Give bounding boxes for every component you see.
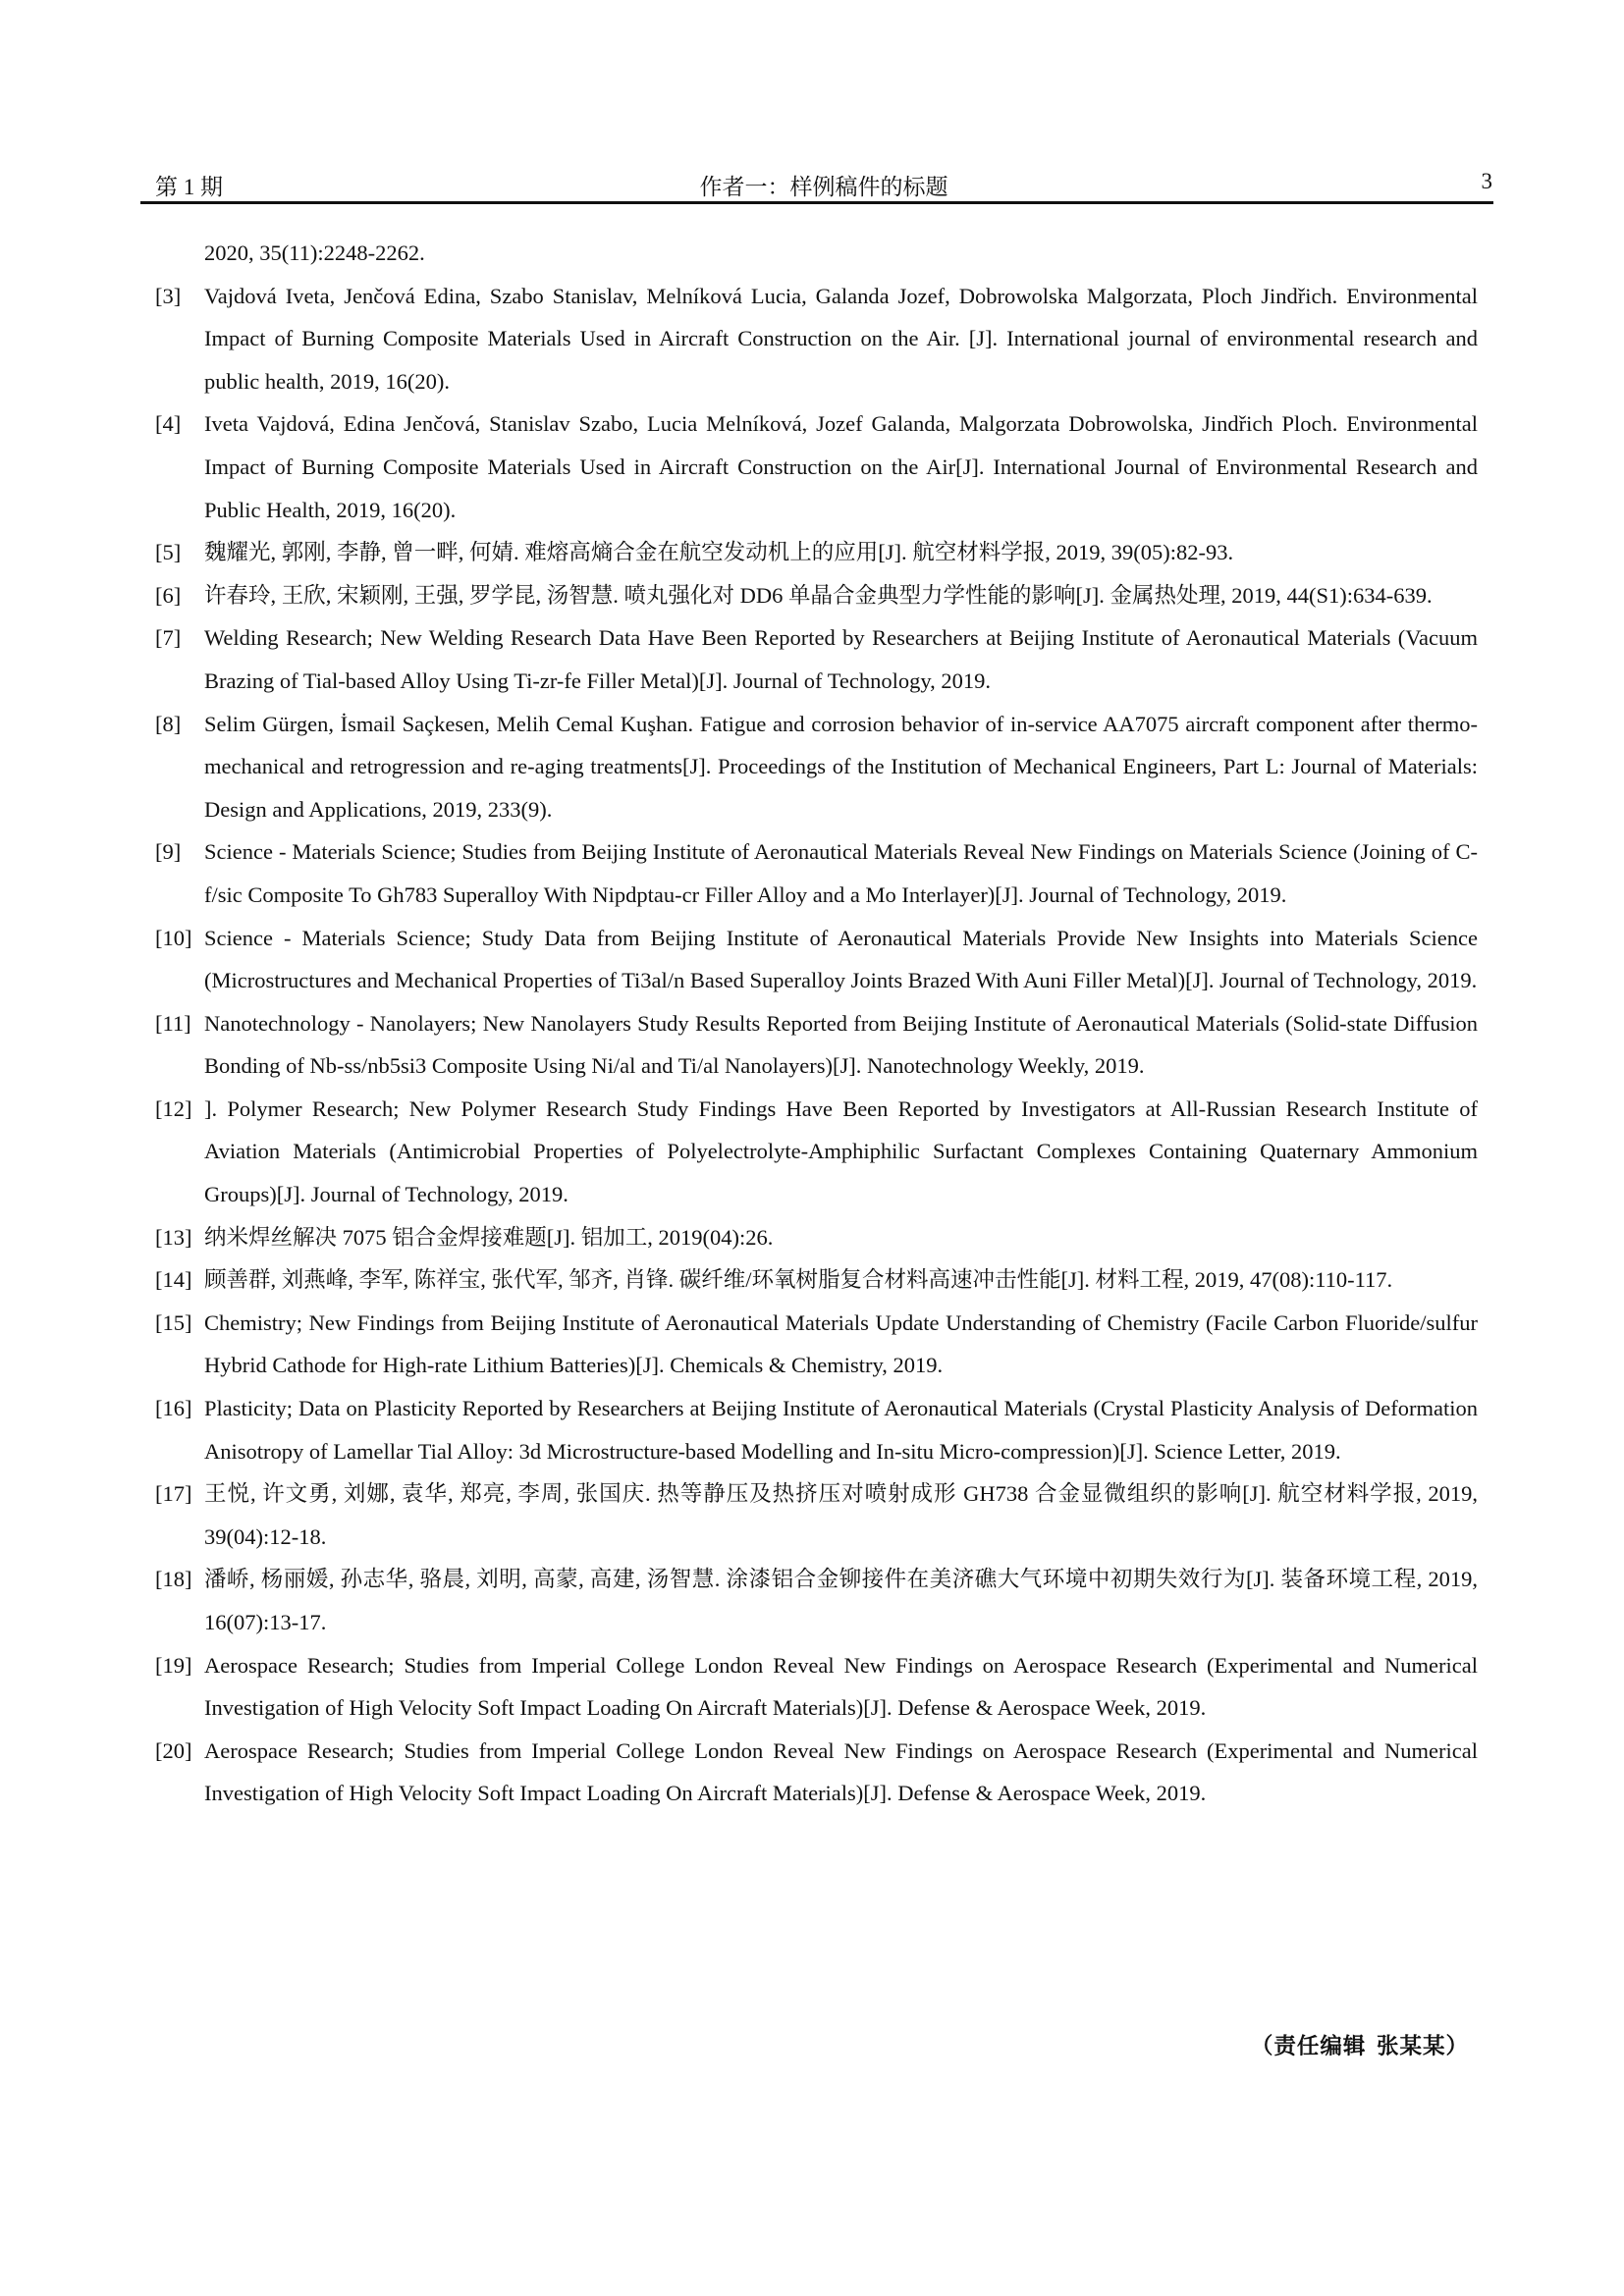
reference-item	[155, 1644, 1478, 1730]
header-issue: 第 1 期	[155, 175, 223, 199]
reference-item	[155, 1730, 1478, 1815]
reference-number: [13]	[155, 1224, 192, 1250]
reference-item	[155, 1258, 1478, 1302]
editor-name: 张某某）	[1376, 2034, 1469, 2058]
reference-text: Nanotechnology - Nanolayers; New Nanolayers Study Results Reported from Beijing Institute of Aeronautical Materials (Solid-state Diffusion Bonding of Nb-ss/nb5si3 Composite Using Ni/al and Ti/al Nanolayers)[J]. Nanotechnology Weekly, 2019.	[204, 1010, 1478, 1079]
reference-number: [18]	[155, 1567, 192, 1592]
reference-item	[155, 830, 1478, 916]
reference-text: Aerospace Research; Studies from Imperial College London Reveal New Findings on Aerospace Research (Experimental and Numerical Investigation of High Velocity Soft Impact Loading On Aircraft Materials)[J]. Defense & Aerospace Week, 2019.	[204, 1652, 1478, 1721]
reference-item	[155, 703, 1478, 831]
reference-number: [15]	[155, 1309, 192, 1335]
reference-number: [12]	[155, 1095, 192, 1121]
responsible-editor	[1247, 2029, 1469, 2060]
reference-text: 王悦, 许文勇, 刘娜, 袁华, 郑亮, 李周, 张国庆. 热等静压及热挤压对喷射成形 GH738 合金显微组织的影响[J]. 航空材料学报, 2019, 39(04):12-18.	[204, 1481, 1478, 1549]
reference-item	[155, 1302, 1478, 1387]
reference-number: [8]	[155, 711, 182, 736]
reference-list	[155, 232, 1478, 1815]
reference-item	[155, 1088, 1478, 1216]
reference-item	[155, 402, 1478, 531]
reference-item	[155, 574, 1478, 617]
reference-number: [11]	[155, 1010, 191, 1036]
reference-text: Aerospace Research; Studies from Imperial College London Reveal New Findings on Aerospace Research (Experimental and Numerical Investigation of High Velocity Soft Impact Loading On Aircraft Materials)[J]. Defense & Aerospace Week, 2019.	[204, 1737, 1478, 1806]
editor-label: （责任编辑	[1250, 2034, 1367, 2058]
reference-text: Science - Materials Science; Study Data from Beijing Institute of Aeronautical Materials Provide New Insights into Materials Science (Microstructures and Mechanical Properties of Ti3al/n Based Superalloy Joints Brazed With Auni Filler Metal)[J]. Journal of Technology, 2019.	[204, 925, 1478, 993]
reference-number: [7]	[155, 625, 182, 651]
reference-item	[155, 275, 1478, 403]
reference-number: [5]	[155, 540, 182, 565]
reference-text: Iveta Vajdová, Edina Jenčová, Stanislav Szabo, Lucia Melníková, Jozef Galanda, Malgorzata Dobrowolska, Jindřich Ploch. Environmental Impact of Burning Composite Materials Used in Aircraft Construction on the Air[J]. International Journal of Environmental Research and Public Health, 2019, 16(20).	[204, 411, 1478, 522]
reference-number: [19]	[155, 1652, 192, 1678]
reference-item	[155, 1472, 1478, 1558]
reference-number: [9]	[155, 839, 182, 865]
reference-text: 许春玲, 王欣, 宋颖刚, 王强, 罗学昆, 汤智慧. 喷丸强化对 DD6 单晶合金典型力学性能的影响[J]. 金属热处理, 2019, 44(S1):634-639.	[204, 582, 1433, 608]
reference-number: [4]	[155, 411, 182, 437]
reference-number: [10]	[155, 925, 192, 950]
reference-number: [17]	[155, 1481, 192, 1507]
reference-number: [3]	[155, 283, 182, 308]
header-title: 作者一：样例稿件的标题	[699, 175, 948, 199]
reference-number: [20]	[155, 1737, 192, 1763]
reference-item	[155, 917, 1478, 1002]
reference-item	[155, 616, 1478, 702]
running-header	[155, 169, 1492, 202]
reference-text: Chemistry; New Findings from Beijing Institute of Aeronautical Materials Update Understanding of Chemistry (Facile Carbon Fluoride/sulfur Hybrid Cathode for High-rate Lithium Batteries)[J]. Chemicals & Chemistry, 2019.	[204, 1309, 1478, 1378]
reference-number: [14]	[155, 1267, 192, 1293]
reference-item	[155, 531, 1478, 574]
reference-text: Vajdová Iveta, Jenčová Edina, Szabo Stanislav, Melníková Lucia, Galanda Jozef, Dobrowolska Malgorzata, Ploch Jindřich. Environmental Impact of Burning Composite Materials Used in Aircraft Construction on the Air. [J]. International journal of environmental research and public health, 2019, 16(20).	[204, 283, 1478, 394]
reference-text: Welding Research; New Welding Research Data Have Been Reported by Researchers at Beijing Institute of Aeronautical Materials (Vacuum Brazing of Tial-based Alloy Using Ti-zr-fe Filler Metal)[J]. Journal of Technology, 2019.	[204, 625, 1478, 693]
reference-continuation: 2020, 35(11):2248-2262.	[204, 240, 425, 265]
reference-number: [16]	[155, 1396, 192, 1421]
reference-number: [6]	[155, 582, 182, 608]
reference-item	[155, 1216, 1478, 1259]
reference-text: Selim Gürgen, İsmail Saçkesen, Melih Cemal Kuşhan. Fatigue and corrosion behavior of in-service AA7075 aircraft component after thermo-mechanical and retrogression and re-aging treatments[J]. Proceedings of the Institution of Mechanical Engineers, Part L: Journal of Materials: Design and Applications, 2019, 233(9).	[204, 711, 1478, 822]
reference-text: 魏耀光, 郭刚, 李静, 曾一畔, 何婧. 难熔高熵合金在航空发动机上的应用[J]. 航空材料学报, 2019, 39(05):82-93.	[204, 540, 1234, 565]
reference-item	[155, 1387, 1478, 1472]
reference-item	[155, 1002, 1478, 1088]
reference-text: 潘峤, 杨丽媛, 孙志华, 骆晨, 刘明, 高蒙, 高建, 汤智慧. 涂漆铝合金铆接件在美济礁大气环境中初期失效行为[J]. 装备环境工程, 2019, 16(07):13-17.	[204, 1567, 1478, 1634]
reference-text: ]. Polymer Research; New Polymer Research Study Findings Have Been Reported by Investigators at All-Russian Research Institute of Aviation Materials (Antimicrobial Properties of Polyelectrolyte-Amphiphilic Surfactant Complexes Containing Quaternary Ammonium Groups)[J]. Journal of Technology, 2019.	[204, 1095, 1478, 1207]
reference-text: Science - Materials Science; Studies from Beijing Institute of Aeronautical Materials Reveal New Findings on Materials Science (Joining of C-f/sic Composite To Gh783 Superalloy With Nipdptau-cr Filler Alloy and a Mo Interlayer)[J]. Journal of Technology, 2019.	[204, 839, 1478, 907]
reference-item	[155, 1558, 1478, 1643]
reference-text: 顾善群, 刘燕峰, 李军, 陈祥宝, 张代军, 邹齐, 肖锋. 碳纤维/环氧树脂复合材料高速冲击性能[J]. 材料工程, 2019, 47(08):110-117.	[204, 1267, 1393, 1293]
reference-text: 纳米焊丝解决 7075 铝合金焊接难题[J]. 铝加工, 2019(04):26.	[204, 1224, 774, 1250]
header-rule	[140, 201, 1493, 204]
page-number: 3	[1481, 169, 1492, 193]
reference-text: Plasticity; Data on Plasticity Reported by Researchers at Beijing Institute of Aeronautical Materials (Crystal Plasticity Analysis of Deformation Anisotropy of Lamellar Tial Alloy: 3d Microstructure-based Modelling and In-situ Micro-compression)[J]. Science Letter, 2019.	[204, 1396, 1478, 1464]
